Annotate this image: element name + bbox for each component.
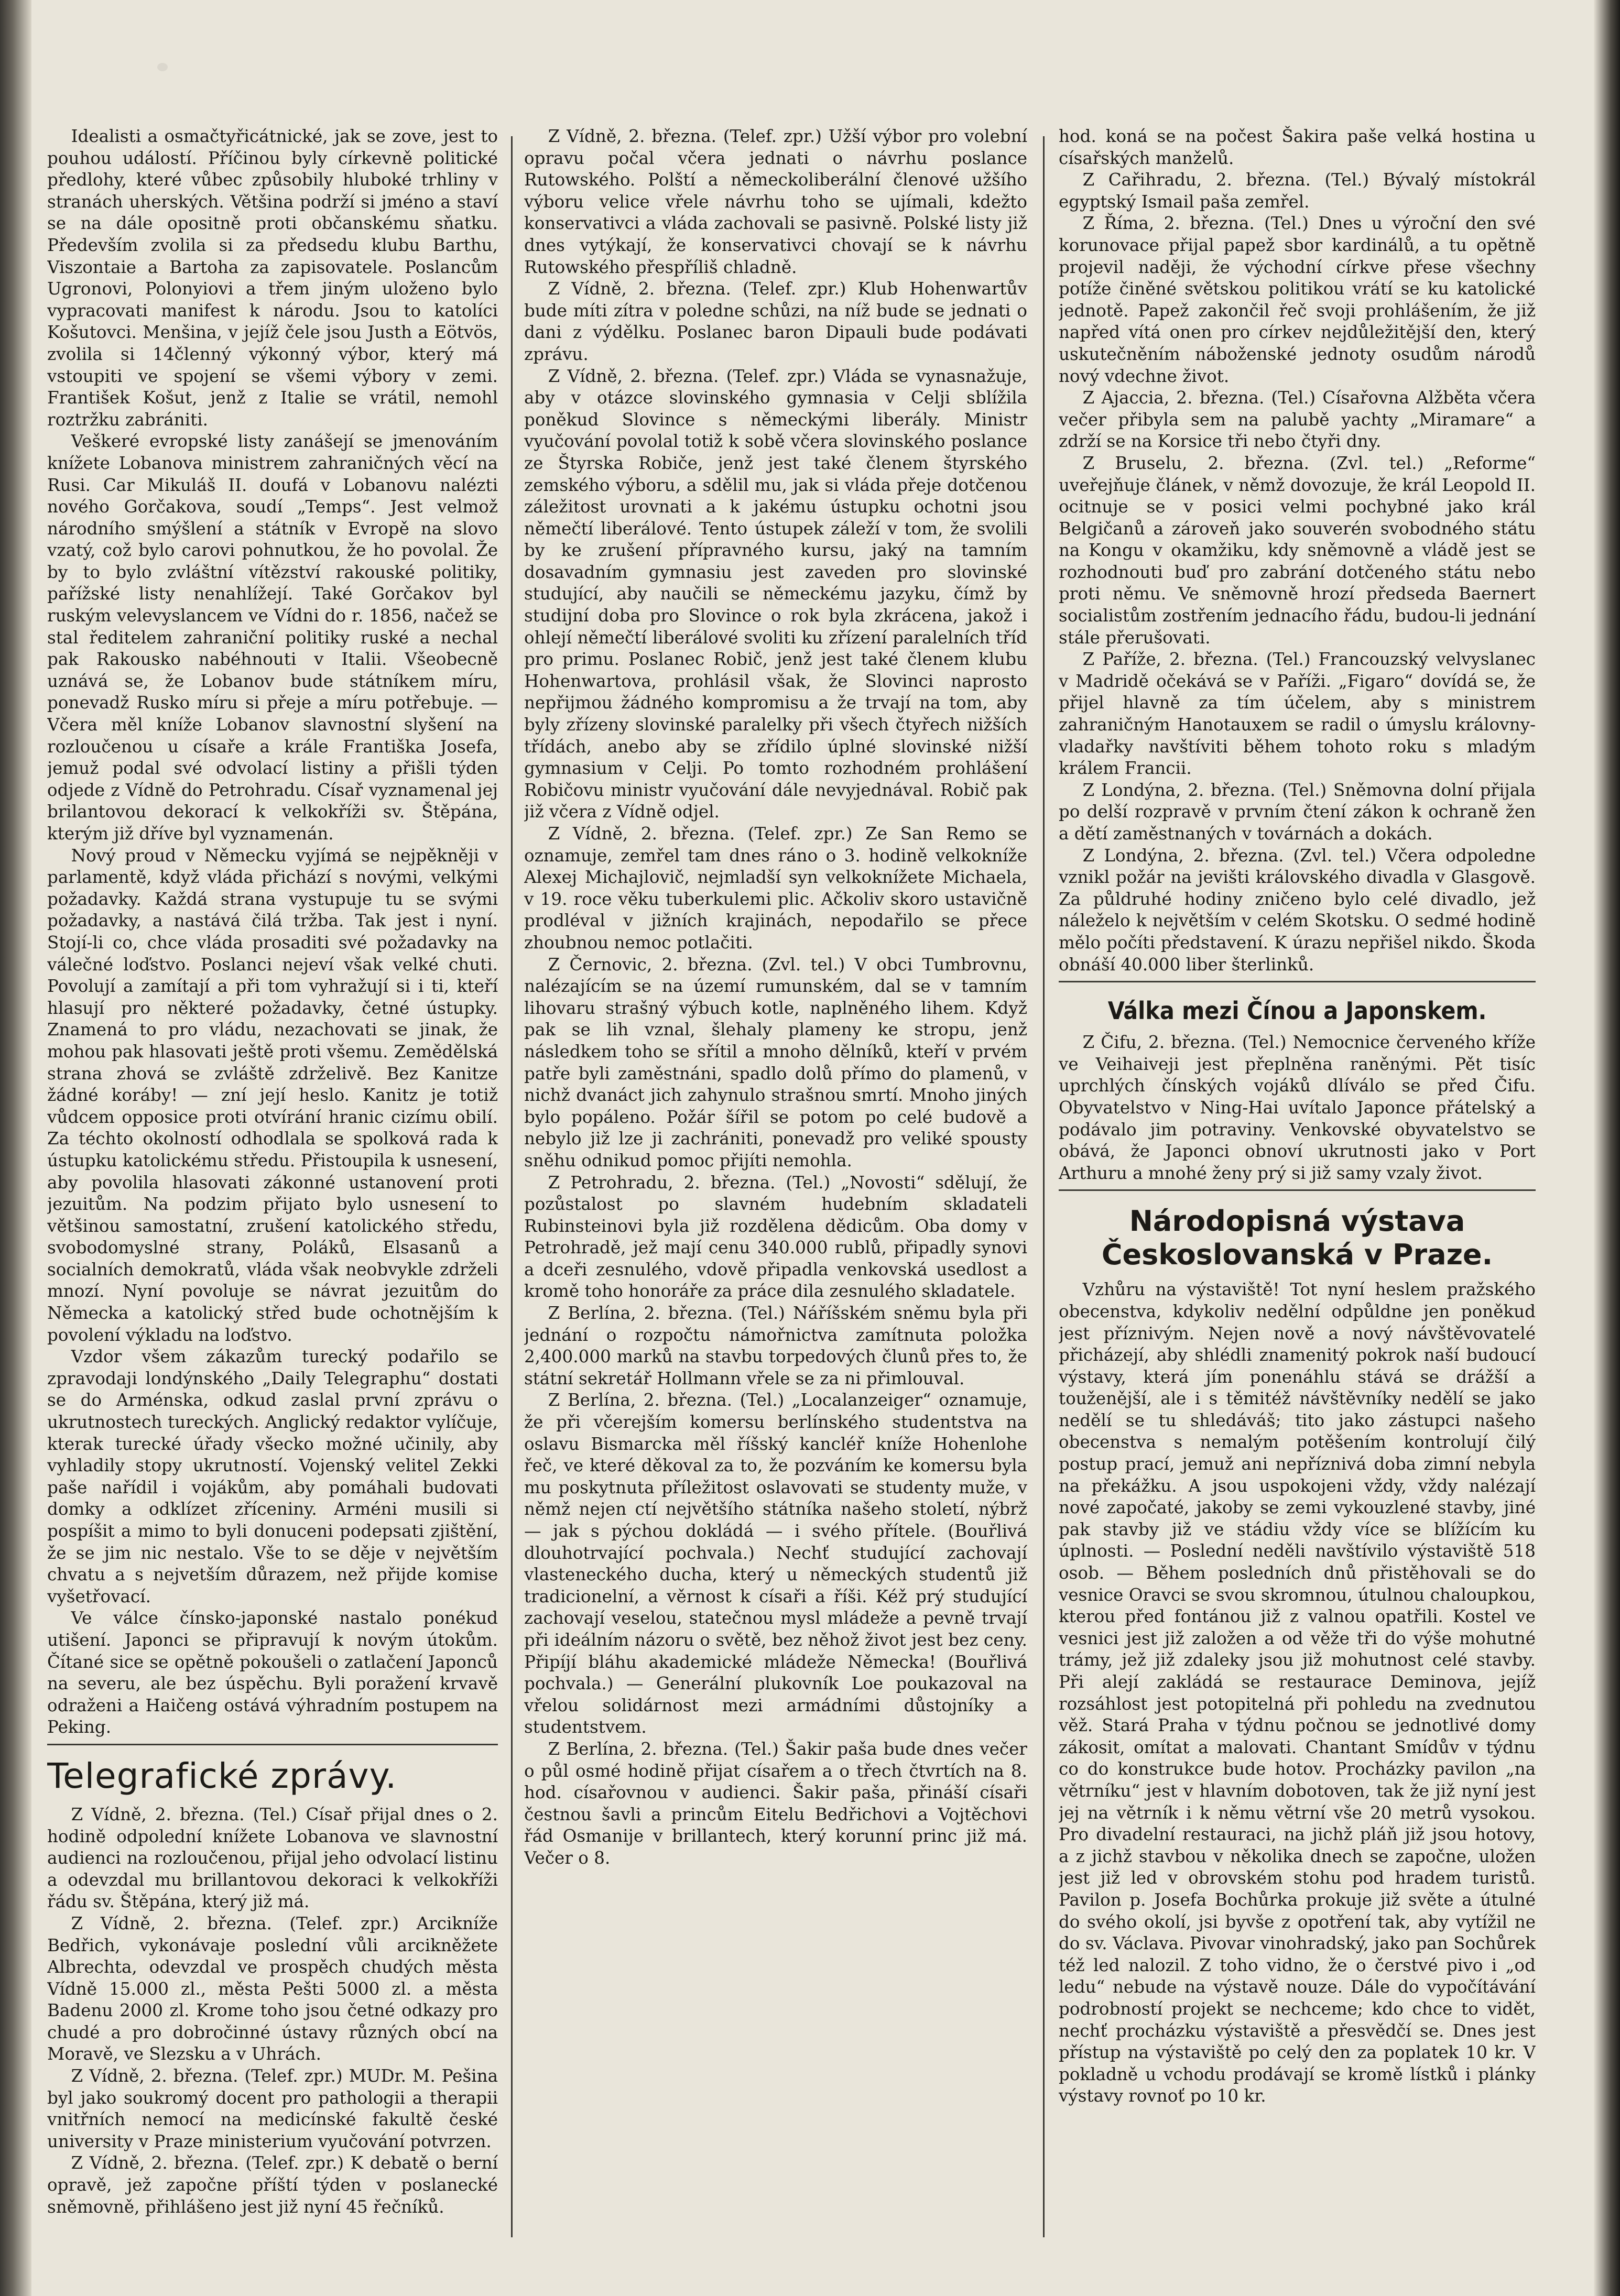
telegram: Z Vídně, 2. března. (Tel.) Císař přijal dnes o 2. hodině odpolední knížete Lobanova ve slavnostní audienci na rozloučenou, přijal jeho odvolací listinu a odevzdal mu brillantovou dekoraci k velkokříži řádu sv. Štěpána, který již má. xyxy=(47,1804,498,1912)
ink-speck xyxy=(157,63,168,71)
telegram: Z Vídně, 2. března. (Telef. zpr.) MUDr. M. Pešina byl jako soukromý docent pro pathologii a therapii vnitřních nemocí na medicínské fakultě české university v Praze ministerium vyučování potvrzen. xyxy=(47,2066,498,2151)
newspaper-page xyxy=(47,126,1536,2237)
telegram: hod. koná se na počest Šakira paše velká hostina u císařských manželů. xyxy=(1059,126,1536,168)
article-paragraph: Veškeré evropské listy zanášejí se jmenováním knížete Lobanova ministrem zahraničných věcí na Rusi. Car Mikuláš II. doufá v Lobanovu nalézti nového Gorčakova, soudí „Temps“. Jest velmož národního smýšlení a státník v Evropě na slovo vzatý, což bylo carovi pohnutkou, že ho povolal. Že by to bylo zvláštní vítězství rakouské politiky, pařížské listy nenahlížejí. Také Gorčakov byl ruským velevyslancem ve Vídni do r. 1856, načež se stal ředitelem zahraniční politiky ruské a nechal pak Rakousko nabéhnouti v Italii. Všeobecně uznává se, že Lobanov bude státníkem míru, ponevadž Rusko míru si přeje a míru potřebuje. — Včera měl kníže Lobanov slavnostní slyšení na rozloučenou u císaře a krále Františka Josefa, jemuž podal své odvolací listiny a přišli týden odjede z Vídně do Petrohradu. Císař vyznamenal jej brilantovou dekorací k velkokříži sv. Štěpána, kterým již dříve byl vyznamenán. xyxy=(47,431,498,844)
article-paragraph: Vzhůru na výstaviště! Tot nyní heslem pražského obecenstva, kdykoliv nedělní odpůldne jen poněkud jest příznivým. Nejen nově a nový návštěvovatelé přicházejí, aby shlédli znamenitý pokrok naší budoucí výstavy, která jím ponenáhlu stává se drážší a touženější, ale i s těmitéž návštěvníky nedělí se jako nedělí se tu shledáváš; tito jako zástupci našeho obecenstva s nemalým potěšením kontrolují čilý postup prací, jemuž ani nepříznivá doba zimní nebyla na překážku. A jsou uspokojeni vždy, vždy nalézají nové započaté, jakoby se zemi vykouzlené stavby, jiné pak stavby již ve stádiu vždy více se blížícím ku úplnosti. — Poslední neděli navštívilo výstaviště 518 osob. — Během posledních dnů přistěhovali se do vesnice Oravci se svou skromnou, útulnou chaloupkou, kterou před fontánou již z valnou opatřili. Kostel ve vesnici jest již založen a od věže tři do výše mohutné trámy, jež již zdaleky jsou již mohutnost celé stavby. Při alejí zakládá se restaurace Deminova, jejíž rozsáhlost jest potopitelná při pohledu na zvednutou věž. Stará Praha v týdnu počnou se jednotlivé domy zákosit, omítat a malovati. Chantant Smídův v týdnu co do konstrukce bude hotov. Procházky pavilon „na větrníku“ jest v hlavním dobotoven, tak že již nyní jest jej na větrník i k němu větrní vše 20 metrů vysokou. Pro divadelní restauraci, na jichž pláň již jsou hotovy, a z jichž stavbou v několika dnech se započne, uložen jest již led v obrovském stohu pod hradem turistů. Pavilon p. Josefa Bochůrka prokuje již světe a útulné do svého okolí, jsi byvše z opotření tak, aby vytížil ne do sv. Václava. Pivovar vinohradský, jako pan Sochůrek též led nalozil. Z toho vidno, že o čerstvé pivo i „od ledu“ nebude na výstavě nouze. Dále do vypočítávání podrobností projekt se nechceme; kdo chce to vidět, nechť procházku výstaviště a přesvědčí se. Dnes jest přístup na výstaviště po celý den za poplatek 10 kr. V pokladně u vchodu prodávají se kromě lístků i plánky výstavy rovnoť po 10 kr. xyxy=(1059,1280,1536,2106)
column-2 xyxy=(524,126,1027,2237)
telegram: Z Vídně, 2. března. (Telef. zpr.) Arcikníže Bedřich, vykonávaje poslední vůli arcikněžete Albrechta, odevzdal ve prospěch chudých města Vídně 15.000 zl., města Pešti 5000 zl. a města Badenu 2000 zl. Krome toho jsou četné odkazy pro chudé a pro dobročinné ústavy různých obcí na Moravě, ve Slezsku a v Uhrách. xyxy=(47,1913,498,2064)
telegram: Z Vídně, 2. března. (Telef. zpr.) K debatě o berní opravě, jež započne příští týden v poslanecké sněmovně, přihlášeno jest již nyní 45 řečníků. xyxy=(47,2153,498,2217)
article-paragraph: Ve válce čínsko-japonské nastalo ponékud utišení. Japonci se připravují k novým útokům. Čítané sice se opětně pokoušeli o zatlačení Japonců na severu, ale bez úspěchu. Byli poražení krvavě odraženi a Haičeng ostává výhradním postupem na Peking. xyxy=(47,1608,498,1737)
scan-shadow-right xyxy=(1594,0,1620,2296)
section-divider xyxy=(47,1744,498,1745)
telegram: Z Bruselu, 2. března. (Zvl. tel.) „Reforme“ uveřejňuje článek, v němž dovozuje, že král Leopold II. ocitnuje se v posici velmi pochybné jako král Belgičanů a zároveň jako souverén svobodného státu na Kongu v okamžiku, kdy sněmovně a vládě jest se rozhodnouti buď pro zabrání dotčeného státu nebo proti němu. Ve sněmovně hrozí předseda Baernert socialistům zostřením jednacího řádu, budou-li jednání stále přerušovati. xyxy=(1059,453,1536,648)
article-paragraph: Nový proud v Německu vyjímá se nejpěkněji v parlamentě, když vláda přichází s novými, velkými požadavky. Každá strana vystupuje tu se svými požadavky, a nastává čilá tržba. Tak jest i nyní. Stojí-li co, chce vláda prosaditi své požadavky na válečné loďstvo. Poslanci nejeví však velké chuti. Povolují a zamítají a při tom vyhražují si i ti, kteří hlasují pro některé požadavky, četné ústupky. Znamená to pro vládu, nezachovati se jinak, že mohou pak hlasovati ještě proti všemu. Zemědělská strana zhová se zvláště zdrželivě. Bez Kanitze žádné koráby! — zní její heslo. Kanitz je totiž vůdcem opposice proti otvírání hraniс cizímu obilí. Za téchto okolností odhodlala se spolková rada k ústupku katolickému středu. Přistoupila k usnesení, aby povolila hlasovati zákonné ustanovení proti jezuitům. Na podzim přijato bylo usnesení to většinou samostatní, zrušení katolického středu, svobodomyslné strany, Poláků, Elsasanů a socialních demokratů, vláda však neobvykle zdrželi mnozí. Nyní povoluje se návrat jezuitům do Německa a katolický střed bude ochotnějším k povolení výkladu na loďstvo. xyxy=(47,845,498,1345)
telegram: Z Ajaccia, 2. března. (Tel.) Císařovna Alžběta včera večer přibyla sem na palubě yachty „Miramare“ a zdrží se na Korsice tři nebo čtyři dny. xyxy=(1059,388,1536,452)
telegram: Z Londýna, 2. března. (Zvl. tel.) Včera odpoledne vznikl požár na jevišti královského divadla v Glasgově. Za půldruhé hodiny zničeno bylo celé divadlo, jež náleželo k největším v celém Skotsku. O sedmé hodině mělo počíti představení. K úrazu nepřišel nikdo. Škoda obnáší 40.000 liber šterlinků. xyxy=(1059,845,1536,975)
telegram: Z Petrohradu, 2. března. (Tel.) „Novosti“ sdělují, že pozůstalost po slavném hudebním skladateli Rubinsteinovi byla již rozdělena dědicům. Oba domy v Petrohradě, jež mají cenu 340.000 rublů, připadly synovi a dceři zesnulého, vdově připadla venkovská usedlost a kromě toho honoráře za práce dila zesnulého skladatele. xyxy=(524,1172,1027,1302)
article-paragraph: Vzdor všem zákazům turecký podařilo se zpravodaji londýnského „Daily Telegraphu“ dostati se do Arménska, odkud zaslal první zprávu o ukrutnostech tureckých. Anglický redaktor vylíčuje, kterak turecké úřady všecko možné učinily, aby vyhladily stopy ukrutností. Vojenský velitel Zekki paše nařídil i vojákům, aby pomáhali budovati domky a odklízet zříceniny. Arméni musili si pospíšit a mimo to byli donuceni podepsati zjištění, že se jim nic nestalo. Vše to se děje v největším chvatu a s nejvetším důrazem, než přijde komise vyšetřovací. xyxy=(47,1347,498,1606)
section-title: Válka mezi Čínou a Japonskem. xyxy=(1107,997,1487,1025)
telegram: Z Paříže, 2. března. (Tel.) Francouzský velvyslanec v Madridě očekává se v Paříži. „Figaro“ dovídá se, že přijel hlavně za tím účelem, aby s ministrem zahraničným Hanotauxem se radil o úmyslu královny-vladařky navštíviti během tohoto roku s mladým králem Francii. xyxy=(1059,649,1536,779)
telegram: Z Berlína, 2. března. (Tel.) „Localanzeiger“ oznamuje, že při včerejším komersu berlínského studentstva na oslavu Bismarcka měl říšský kancléř kníže Hohenlohe řeč, ve které děkoval za to, že pozváním ke komersu byla mu poskytnuta příležitost oslavovati se studenty muže, v němž nejen ctí největšího státníka našeho století, nýbrž — jak s pýchou dokládá — i svého přítele. (Bouřlivá dlouhotrvající pochvala.) Nechť studující zachovají vlasteneckého ducha, který u německých studentů již tradicionelní, a věrnost k císaři a říši. Kéž prý studující zachovají veselou, statečnou mysl mládeže a pevně trvají při ideálním názoru o světě, bez něhož život jest bez ceny. Připíjí bláhu akademické mládeže Německa! (Bouřlivá pochvala.) — Generální plukovník Loe poukazoval na vřelou solidárnost mezi armádními důstojníky a studentstvem. xyxy=(524,1390,1027,1737)
section-title: Národopisná výstava Českoslovanská v Praze. xyxy=(1101,1205,1493,1272)
article-paragraph: Idealisti a osmačtyřicátnické, jak se zove, jest to pouhou událostí. Příčinou byly církevně politické předlohy, které vůbec způsobily hluboké trhliny v stranách uherských. Většina podrží si jméno a staví se na dále opositně proti občanskému sňatku. Především zvolila si za předsedu klubu Barthu, Viszontaie a Bartoha za zapisovatele. Poslancům Ugronovi, Polonyiovi a třem jiným uloženo bylo vypracovati manifest k národu. Jsou to katolíci Košutovci. Menšina, v jejíž čele jsou Justh a Eötvös, zvolila si 14členný výkonný výbor, který má vstoupiti ve spojení se všemi výbory v zemi. František Košut, jenž z Italie se vrátil, nemohl roztržku zabrániti. xyxy=(47,126,498,430)
telegram: Z Londýna, 2. března. (Tel.) Sněmovna dolní přijala po delší rozpravě v prvním čtení zákon k ochraně žen a dětí zaměstnaných v továrnách a dokách. xyxy=(1059,780,1536,844)
section-divider xyxy=(1059,1189,1536,1191)
telegram: Z Vídně, 2. března. (Telef. zpr.) Užší výbor pro volební opravu počal včera jednati o návrhu poslance Rutowského. Polští a německoliberální členové užšího výboru velice vřele návrhu toho se ujímali, kdežto konservativci a vláda zachovali se pasivně. Polské listy již dnes vytýkají, že konservativci chovají se k návrhu Rutowského přespříliš chladně. xyxy=(524,126,1027,277)
telegram: Z Vídně, 2. března. (Telef. zpr.) Ze San Remo se oznamuje, zemřel tam dnes ráno o 3. hodině velkokníže Alexej Michajlovič, nejmladší syn velkoknížete Michaela, v 19. roce věku tuberkulemi plic. Ačkoliv skoro ustavičně prodléval v jižních krajinách, nepodařilo se přece zhoubnou nemoc potlačiti. xyxy=(524,824,1027,953)
section-title: Telegrafické zprávy. xyxy=(47,1755,397,1796)
telegram: Z Berlína, 2. března. (Tel.) Šakir paša bude dnes večer o půl osmé hodině přijat císařem a o třech čtvrtích na 8. hod. císařovnou v audienci. Šakir paša, přináší císaři čestnou šavli a princům Eitelu Bedřichovi a Vojtěchovi řád Osmanije v brillantech, který korunní princ již má. Večer o 8. xyxy=(524,1739,1027,1868)
section-divider xyxy=(1059,981,1536,982)
telegram: Z Vídně, 2. března. (Telef. zpr.) Klub Hohenwartův bude míti zítra v poledne schůzi, na níž bude se jednati o dani z výdělku. Poslanec baron Dipauli bude podávati zprávu. xyxy=(524,279,1027,364)
column-rule xyxy=(511,136,513,2237)
telegram: Z Černovic, 2. března. (Zvl. tel.) V obci Tumbrovnu, nalézajícím se na území rumunském, dal se v tamním lihovaru strašný výbuch kotle, naplněného lihem. Když pak se lih vznal, šlehaly plameny ke stropu, jenž následkem toho se sřítil a mnoho dělníků, kteří v prvém patře byli zaměstnáni, spadlo dolů přímo do plamenů, v nichž dvanáct jich zahynulo strašnou smrtí. Mnoho jiných bylo popáleno. Požár šířil se potom po celé budově a nebylo již lze ji zachrániti, ponevadž pro veliké spousty sněhu odnikud pomoc přijíti nemohla. xyxy=(524,954,1027,1171)
telegram: Z Berlína, 2. března. (Tel.) Náříšském sněmu byla při jednání o rozpočtu námořnictva zamítnuta položka 2,400.000 marků na stavbu torpedových člunů přes to, že státní sekretář Hollmann vřele se za ni přimlouval. xyxy=(524,1303,1027,1388)
scan-shadow-left xyxy=(0,0,31,2296)
telegram: Z Vídně, 2. března. (Telef. zpr.) Vláda se vynasnažuje, aby v otázce slovinského gymnasia v Celji sblížila poněkud Slovince s německými liberály. Ministr vyučování povolal totiž k sobě včera slovinského poslance ze Štyrska Robiče, jenž jest také členem štyrského zemského výboru, a sdělil mu, jak si vláda přeje dotčenou záležitost urovnati a k jakému ústupku ochotni jsou němečtí liberálové. Tento ústupek záleží v tom, že svolili by ke zrušení přípravného kursu, jaký na tamním dosavadním gymnasiu jest zaveden pro slovinské studující, aby naučili se německému jazyku, čímž by studijní doba pro Slovince o rok byla zkrácena, jakož i ohlejí němečtí liberálové svoliti ku zřízení paralelních tříd pro primu. Poslanec Robič, jenž jest také členem klubu Hohenwartova, prohlásil však, že Slovinci naprosto nepřijmou žádného kompromisu a že trvají na tom, aby byly zřízeny slovinské paralelky při všech čtyřech nižších třídách, anebo aby se zřídilo úplné slovinské nižší gymnasium v Celji. Po tomto rozhodném prohlášení Robičovu ministr vyučování dále nevyjednával. Robič pak již včera z Vídně odjel. xyxy=(524,366,1027,822)
telegram: Z Cařihradu, 2. března. (Tel.) Bývalý místokrál egyptský Ismail paša zemřel. xyxy=(1059,170,1536,212)
telegram: Z Čifu, 2. března. (Tel.) Nemocnice červeného kříže ve Veihaiveji jest přeplněna raněnými. Pět tisíc uprchlých čínských vojáků dlíválo se před Čifu. Obyvatelstvo v Ning-Hai uvítalo Japonce přátelský a podávalo jim potraviny. Venkovské obyvatelstvo se obává, že Japonci obnoví ukrutnosti jako v Port Arthuru a mnohé ženy prý si již samy vzaly život. xyxy=(1059,1032,1536,1183)
telegram: Z Říma, 2. března. (Tel.) Dnes u výroční den své korunovace přijal papež sbor kardinálů, a tu opětně projevil naději, že východní církve přese všechny potíže činěné světskou politikou vrátí se ku katolické jednotě. Papež zakončil řeč svoji prohlášením, že již napřed vítá onen pro církev nejdůležitější den, který uskutečněním náboženské jednoty osudům národů nový vdechne život. xyxy=(1059,213,1536,386)
column-1 xyxy=(47,126,498,2237)
column-3 xyxy=(1059,126,1536,2237)
column-rule xyxy=(1043,136,1045,2237)
